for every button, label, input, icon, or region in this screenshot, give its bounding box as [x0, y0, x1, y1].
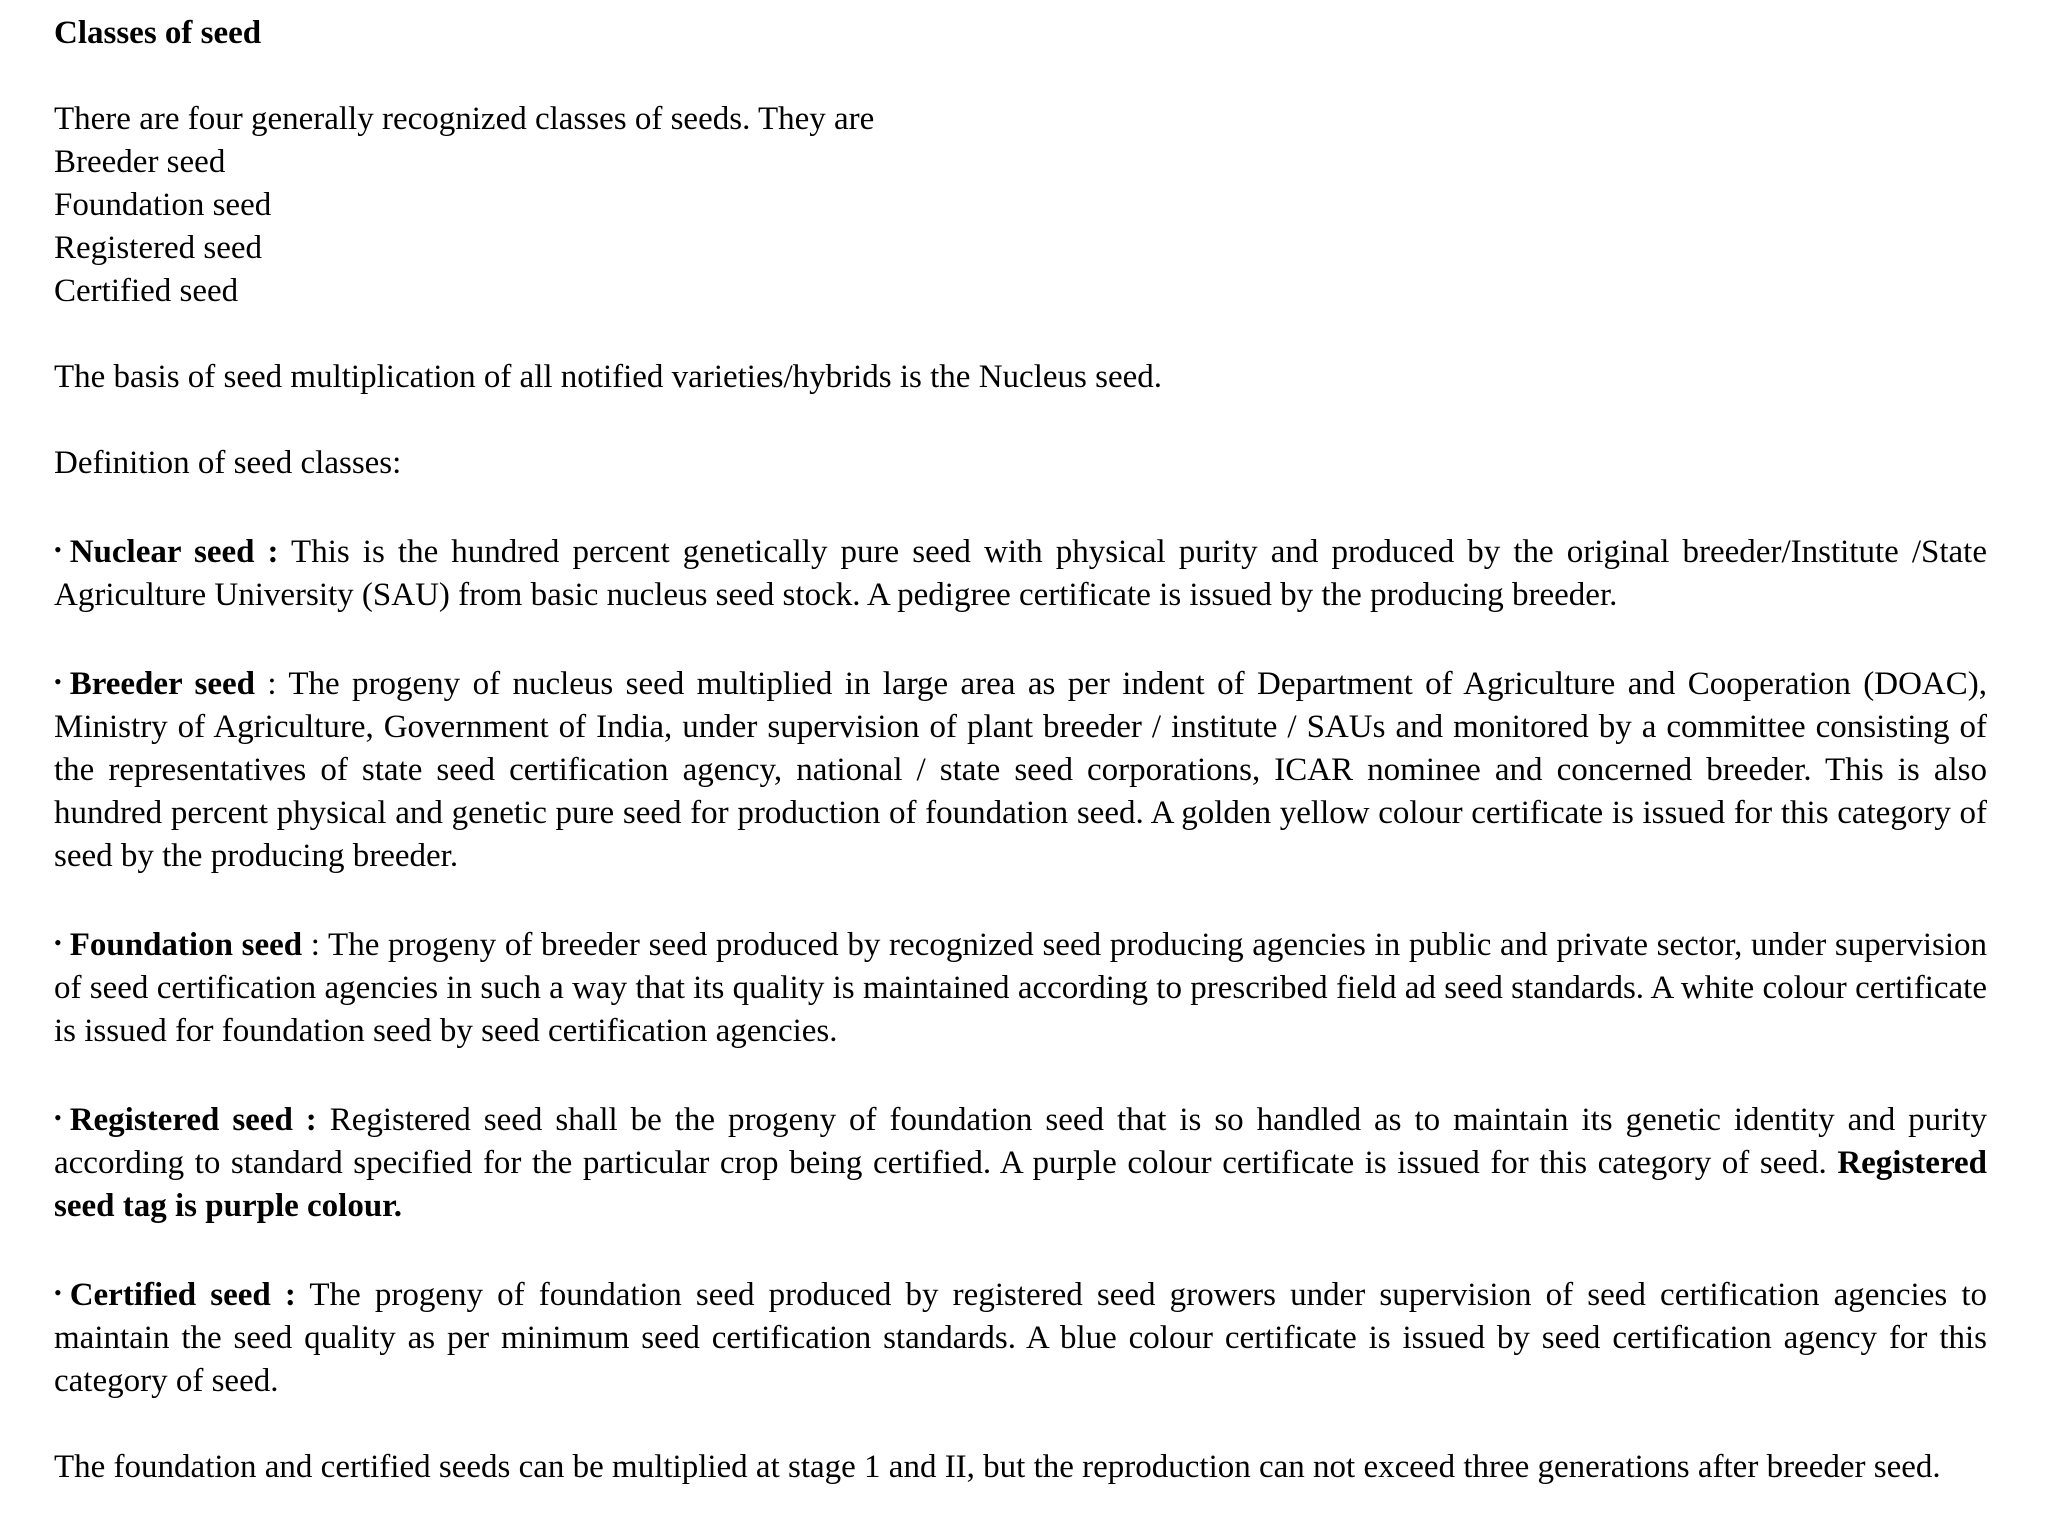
- spacer: [54, 485, 1987, 528]
- seed-class-item: Registered seed: [54, 230, 263, 266]
- definition-term: Breeder seed: [69, 666, 255, 702]
- document-page: [54, 12, 1987, 1489]
- bullet-icon: •: [54, 537, 62, 562]
- definition-text: Registered seed shall be the progeny of foundation seed that is so handled as to maintain its genetic identity and purity according to standard specified for the particular crop being certified. A purple colour certificate is issued for this category of seed.: [54, 1102, 1987, 1181]
- definition-term: Nuclear seed :: [69, 534, 279, 570]
- seed-class-item: Breeder seed: [54, 144, 226, 180]
- definition-breeder-seed: [54, 660, 1987, 878]
- closing-paragraph: The foundation and certified seeds can be multiplied at stage 1 and II, but the reproduction can not exceed three generations after breeder seed.: [54, 1449, 1941, 1485]
- page-title: Classes of seed: [54, 15, 262, 51]
- spacer: [54, 1053, 1987, 1096]
- definition-text: This is the hundred percent genetically pure seed with physical purity and produced by the original breeder/Institute /State Agriculture University (SAU) from basic nucleus seed stock. A pedigree certificate is issued by the producing breeder.: [54, 534, 1987, 613]
- bullet-icon: •: [54, 930, 62, 955]
- definition-term: Certified seed :: [69, 1277, 296, 1313]
- spacer: [54, 617, 1987, 660]
- spacer: [54, 399, 1987, 442]
- spacer: [54, 313, 1987, 356]
- bullet-icon: •: [54, 1105, 62, 1130]
- definition-emphasis: Registered seed tag is purple colour.: [54, 1145, 1987, 1224]
- spacer: [54, 878, 1987, 921]
- definition-text: : The progeny of breeder seed produced by recognized seed producing agencies in public and private sector, under supervision of seed certification agencies in such a way that its quality is maintained according to prescribed field ad seed standards. A white colour certificate is issued for foundation seed by seed certification agencies.: [54, 927, 1988, 1049]
- bullet-icon: •: [54, 1280, 62, 1305]
- spacer: [54, 55, 1987, 98]
- spacer: [54, 1228, 1987, 1271]
- definition-certified-seed: [54, 1271, 1987, 1403]
- definition-nuclear-seed: [54, 528, 1987, 617]
- definition-heading: Definition of seed classes:: [54, 445, 402, 481]
- bullet-icon: •: [54, 669, 62, 694]
- basis-sentence: The basis of seed multiplication of all notified varieties/hybrids is the Nucleus seed.: [54, 359, 1162, 395]
- definition-term: Registered seed :: [69, 1102, 317, 1138]
- definition-text: : The progeny of nucleus seed multiplied in large area as per indent of Department of Agriculture and Cooperation (DOAC), Ministry of Agriculture, Government of India, under supervision of plant breeder / institute / SAUs and monitored by a committee consisting of the representatives of state seed certification agency, national / state seed corporations, ICAR nominee and concerned breeder. This is also hundred percent physical and genetic pure seed for production of foundation seed. A golden yellow colour certificate is issued for this category of seed by the producing breeder.: [54, 666, 1987, 874]
- definition-registered-seed: [54, 1096, 1987, 1228]
- definition-term: Foundation seed: [69, 927, 303, 963]
- intro-sentence: There are four generally recognized classes of seeds. They are: [54, 101, 875, 137]
- spacer: [54, 1403, 1987, 1446]
- seed-class-item: Certified seed: [54, 273, 239, 309]
- seed-class-item: Foundation seed: [54, 187, 272, 223]
- definition-text: The progeny of foundation seed produced by registered seed growers under supervision of seed certification agencies to maintain the seed quality as per minimum seed certification standards. A blue colour certificate is issued by seed certification agency for this category of seed.: [54, 1277, 1987, 1399]
- definition-foundation-seed: [54, 921, 1987, 1053]
